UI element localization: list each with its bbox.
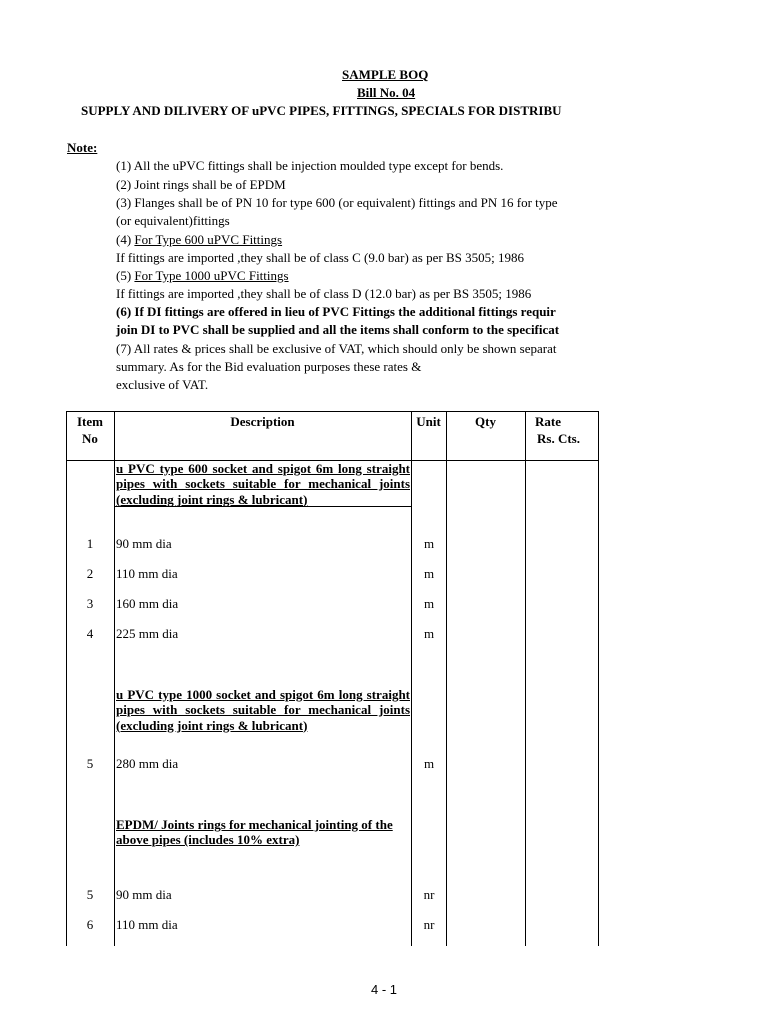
row-4-desc: 225 mm dia bbox=[116, 626, 179, 641]
note-line-5-prefix: (4) bbox=[116, 232, 135, 247]
row-7-item: 6 bbox=[86, 917, 94, 932]
group-type600-underline bbox=[115, 506, 411, 507]
doc-subtitle: SUPPLY AND DILIVERY OF uPVC PIPES, FITTINGS, SPECIALS FOR DISTRIBU bbox=[81, 103, 562, 118]
note-line-10: join DI to PVC shall be supplied and all the items shall conform to the specificat bbox=[116, 322, 560, 337]
bill-number: Bill No. 04 bbox=[357, 85, 416, 100]
note-line-3: (3) Flanges shall be of PN 10 for type 600 (or equivalent) fittings and PN 16 for type bbox=[116, 195, 558, 210]
row-1-item: 1 bbox=[86, 536, 94, 551]
note-label: Note: bbox=[67, 140, 98, 155]
col-border-item bbox=[114, 411, 115, 946]
page-number: 4 - 1 bbox=[370, 982, 397, 997]
row-1-desc: 90 mm dia bbox=[116, 536, 172, 551]
row-3-item: 3 bbox=[86, 596, 94, 611]
header-qty: Qty bbox=[475, 414, 496, 429]
header-rate-label: Rate bbox=[535, 414, 561, 429]
doc-title: SAMPLE BOQ bbox=[342, 67, 429, 82]
note-line-6: If fittings are imported ,they shall be of class C (9.0 bar) as per BS 3505; 1986 bbox=[116, 250, 524, 265]
row-2-item: 2 bbox=[86, 566, 94, 581]
row-1-unit: m bbox=[423, 536, 435, 551]
row-4-unit: m bbox=[423, 626, 435, 641]
col-border-qty bbox=[525, 411, 526, 946]
group-type1000-pipes: u PVC type 1000 socket and spigot 6m long straight pipes with sockets suitable for mechanical joints (excluding joint rings & lubricant) bbox=[116, 687, 410, 733]
row-6-item: 5 bbox=[86, 887, 94, 902]
row-5-desc: 280 mm dia bbox=[116, 756, 179, 771]
type1000-heading: For Type 1000 uPVC Fittings bbox=[134, 268, 289, 283]
row-4-item: 4 bbox=[86, 626, 94, 641]
header-unit: Unit bbox=[416, 414, 441, 429]
header-rate-units: Rs. Cts. bbox=[537, 431, 580, 446]
row-5-unit: m bbox=[423, 756, 435, 771]
group-type600-pipes: u PVC type 600 socket and spigot 6m long straight pipes with sockets suitable for mechanical joints (excluding joint rings & lubricant) bbox=[116, 461, 410, 507]
row-2-unit: m bbox=[423, 566, 435, 581]
note-line-7 bbox=[116, 268, 289, 284]
note-line-5 bbox=[116, 232, 282, 248]
note-line-12: summary. As for the Bid evaluation purposes these rates & bbox=[116, 359, 422, 374]
header-description: Description bbox=[230, 414, 295, 429]
row-5-item: 5 bbox=[86, 756, 94, 771]
note-line-4: (or equivalent)fittings bbox=[116, 213, 230, 228]
note-line-8: If fittings are imported ,they shall be of class D (12.0 bar) as per BS 3505; 1986 bbox=[116, 286, 532, 301]
row-3-desc: 160 mm dia bbox=[116, 596, 179, 611]
row-2-desc: 110 mm dia bbox=[116, 566, 178, 581]
header-item-no bbox=[66, 413, 114, 447]
row-6-desc: 90 mm dia bbox=[116, 887, 172, 902]
header-rate bbox=[525, 413, 598, 447]
note-line-11: (7) All rates & prices shall be exclusive of VAT, which should only be shown separat bbox=[116, 341, 557, 356]
note-line-2: (2) Joint rings shall be of EPDM bbox=[116, 177, 286, 192]
note-line-7-prefix: (5) bbox=[116, 268, 135, 283]
note-line-1: (1) All the uPVC fittings shall be injection moulded type except for bends. bbox=[116, 158, 504, 173]
row-7-desc: 110 mm dia bbox=[116, 917, 178, 932]
type600-heading: For Type 600 uPVC Fittings bbox=[134, 232, 283, 247]
col-border-right bbox=[598, 411, 599, 946]
table-top-border bbox=[66, 411, 599, 412]
col-border-unit bbox=[446, 411, 447, 946]
row-7-unit: nr bbox=[423, 917, 435, 932]
header-item-label: Item bbox=[77, 414, 103, 429]
row-6-unit: nr bbox=[423, 887, 435, 902]
header-no-label: No bbox=[82, 431, 98, 446]
note-line-9: (6) If DI fittings are offered in lieu of PVC Fittings the additional fittings requir bbox=[116, 304, 556, 319]
note-line-13: exclusive of VAT. bbox=[116, 377, 209, 392]
col-border-desc bbox=[411, 411, 412, 946]
row-3-unit: m bbox=[423, 596, 435, 611]
group-epdm-rings: EPDM/ Joints rings for mechanical jointing of the above pipes (includes 10% extra) bbox=[116, 817, 393, 848]
col-border-left bbox=[66, 411, 67, 946]
